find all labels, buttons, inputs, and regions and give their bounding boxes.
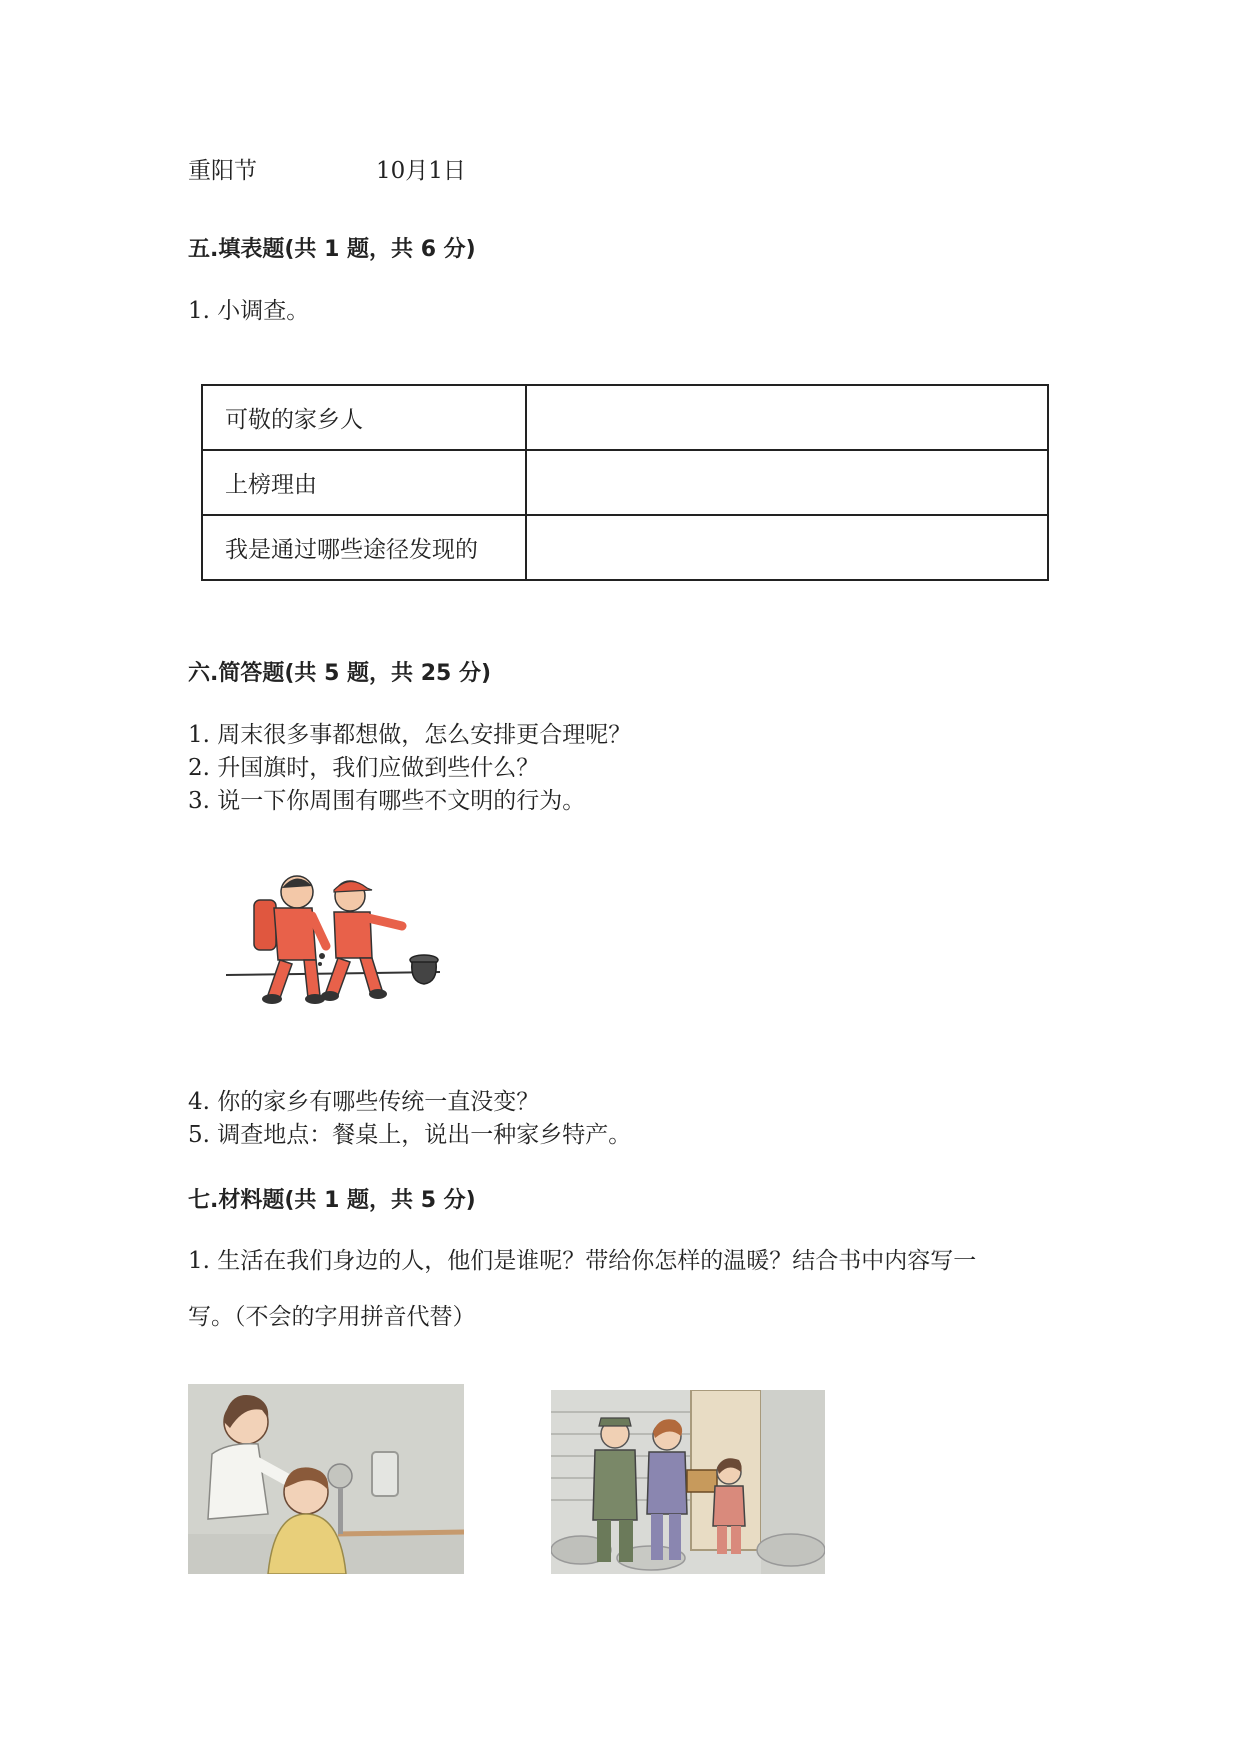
table-row: [202, 385, 1048, 450]
festival-label: 重阳节: [188, 158, 257, 184]
question-item: 2. 升国旗时，我们应做到些什么？: [188, 755, 540, 781]
table-label-cell: 上榜理由: [202, 450, 526, 515]
section5-heading: 五.填表题(共 1 题，共 6 分): [188, 237, 476, 262]
postman-illustration: [551, 1390, 825, 1574]
table-row: [202, 450, 1048, 515]
section7-question-line1: 1. 生活在我们身边的人，他们是谁呢？带给你怎样的温暖？结合书中内容写一: [188, 1248, 977, 1274]
table-answer-cell[interactable]: [526, 450, 1048, 515]
section7-question-line2: 写。（不会的字用拼音代替）: [188, 1304, 476, 1330]
uncivilized-behavior-illustration: [222, 860, 452, 1015]
question-item: 5. 调查地点：餐桌上，说出一种家乡特产。: [188, 1122, 632, 1148]
table-answer-cell[interactable]: [526, 385, 1048, 450]
question-item: 4. 你的家乡有哪些传统一直没变？: [188, 1089, 540, 1115]
section6-heading: 六.简答题(共 5 题，共 25 分): [188, 661, 492, 686]
survey-table: [201, 384, 1049, 581]
table-label-cell: 我是通过哪些途径发现的: [202, 515, 526, 580]
section7-heading: 七.材料题(共 1 题，共 5 分): [188, 1188, 476, 1213]
section5-question-1: 1. 小调查。: [188, 298, 310, 324]
table-answer-cell[interactable]: [526, 515, 1048, 580]
festival-date: 10月1日: [376, 158, 466, 184]
table-row: [202, 515, 1048, 580]
barber-illustration: [188, 1384, 464, 1574]
question-item: 3. 说一下你周围有哪些不文明的行为。: [188, 788, 586, 814]
question-item: 1. 周末很多事都想做，怎么安排更合理呢？: [188, 722, 632, 748]
table-label-cell: 可敬的家乡人: [202, 385, 526, 450]
